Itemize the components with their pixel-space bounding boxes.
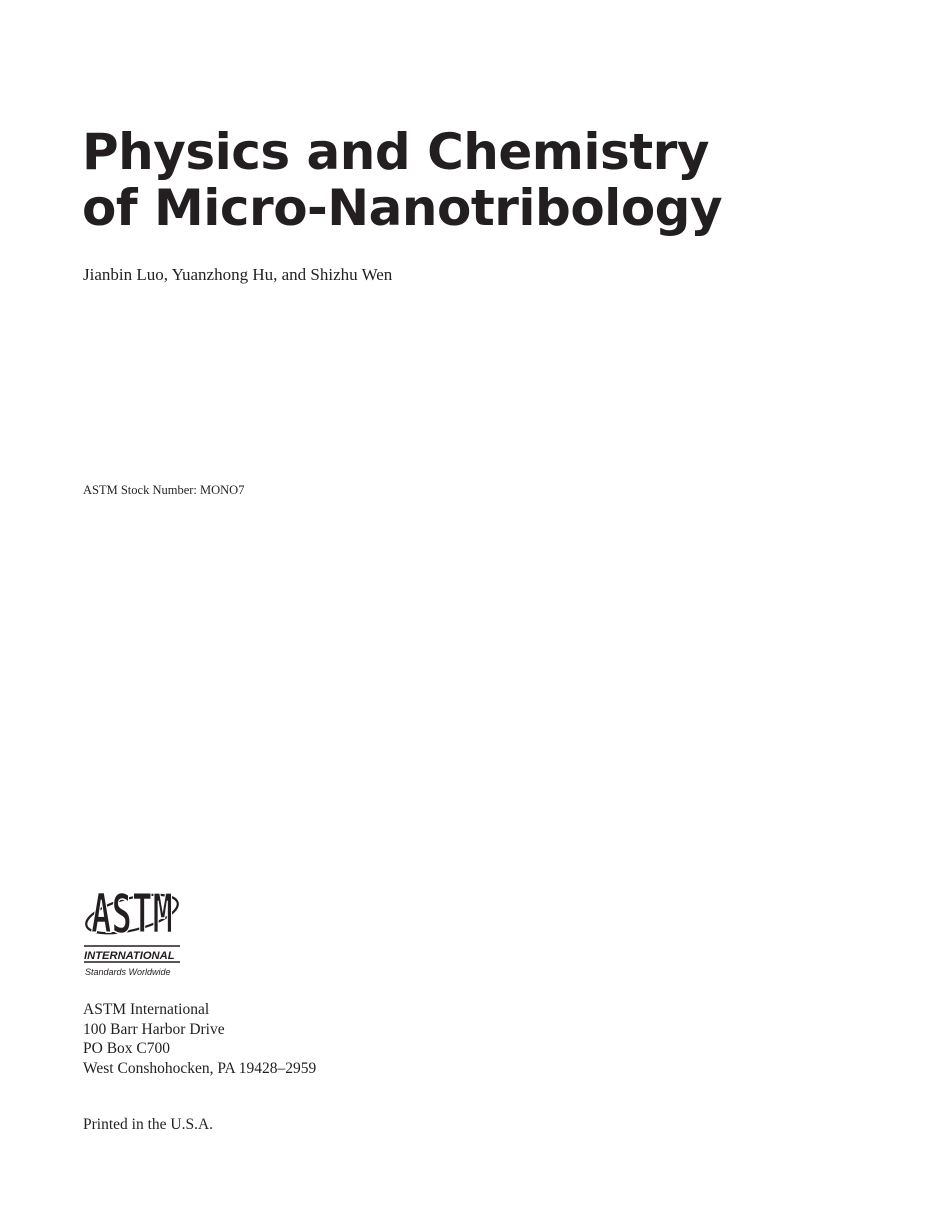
publisher-po-box: PO Box C700 bbox=[83, 1040, 170, 1058]
publisher-name: ASTM International bbox=[83, 1001, 210, 1018]
logo-name-text: INTERNATIONAL bbox=[84, 950, 175, 962]
publisher-city: West Conshohocken, PA 19428–2959 bbox=[83, 1060, 317, 1078]
authors: Jianbin Luo, Yuanzhong Hu, and Shizhu Wen bbox=[83, 265, 393, 284]
publisher-address bbox=[83, 1000, 316, 1079]
astm-logo bbox=[80, 870, 184, 980]
title-line-1: Physics and Chemistry bbox=[82, 123, 709, 181]
publisher-street: 100 Barr Harbor Drive bbox=[83, 1020, 225, 1038]
printed-note: Printed in the U.S.A. bbox=[83, 1116, 214, 1133]
book-title bbox=[82, 124, 722, 236]
logo-tagline-text: Standards Worldwide bbox=[85, 967, 171, 977]
astm-logo-icon bbox=[80, 870, 184, 980]
logo-mark-text: ASTM bbox=[91, 882, 173, 946]
title-line-2: of Micro-Nanotribology bbox=[82, 179, 723, 237]
stock-number: ASTM Stock Number: MONO7 bbox=[83, 483, 245, 497]
